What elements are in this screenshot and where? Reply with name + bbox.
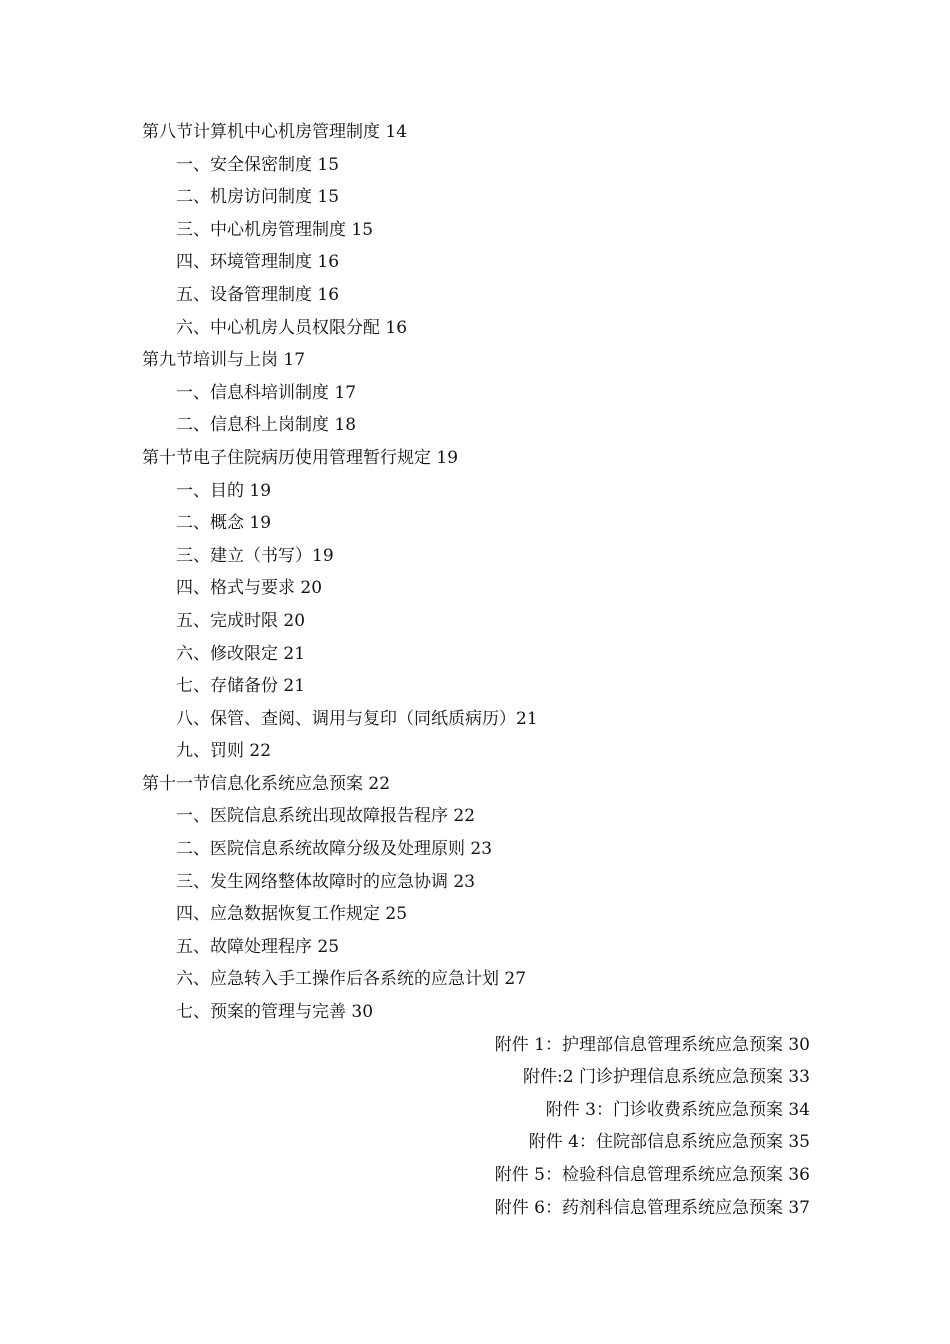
toc-item-entry: 一、医院信息系统出现故障报告程序 22 (176, 806, 476, 827)
toc-item-entry: 九、罚则 22 (176, 741, 272, 762)
toc-item-entry: 三、建立（书写）19 (176, 545, 334, 566)
toc-appendix-entry: 附件 3：门诊收费系统应急预案 34 (545, 1099, 810, 1120)
toc-item-entry: 七、存储备份 21 (176, 676, 306, 697)
toc-item-entry: 六、修改限定 21 (176, 643, 306, 664)
toc-item-entry: 六、中心机房人员权限分配 16 (176, 317, 408, 338)
toc-item-entry: 四、格式与要求 20 (176, 578, 323, 599)
toc-section-entry: 第十一节信息化系统应急预案 22 (142, 773, 391, 794)
toc-item-entry: 一、目的 19 (176, 480, 272, 501)
toc-item-entry: 二、概念 19 (176, 513, 272, 534)
toc-item-entry: 二、信息科上岗制度 18 (176, 415, 357, 436)
toc-item-entry: 一、信息科培训制度 17 (176, 382, 357, 403)
table-of-contents (0, 116, 950, 1224)
toc-appendix-entry: 附件 1：护理部信息管理系统应急预案 30 (494, 1034, 810, 1055)
toc-item-entry: 三、中心机房管理制度 15 (176, 219, 374, 240)
toc-item-entry: 五、设备管理制度 16 (176, 284, 340, 305)
toc-section-entry: 第十节电子住院病历使用管理暂行规定 19 (142, 447, 459, 468)
toc-item-entry: 五、故障处理程序 25 (176, 936, 340, 957)
toc-appendix-entry: 附件 4：住院部信息系统应急预案 35 (528, 1132, 810, 1153)
toc-appendix-entry: 附件 5：检验科信息管理系统应急预案 36 (494, 1165, 810, 1185)
toc-item-entry: 三、发生网络整体故障时的应急协调 23 (176, 871, 476, 892)
toc-item-entry: 四、环境管理制度 16 (176, 252, 340, 273)
toc-item-entry: 六、应急转入手工操作后各系统的应急计划 27 (176, 969, 527, 990)
toc-item-entry: 五、完成时限 20 (176, 610, 306, 631)
toc-section-entry: 第八节计算机中心机房管理制度 14 (142, 122, 408, 142)
toc-section-entry: 第九节培训与上岗 17 (142, 350, 306, 371)
toc-item-entry: 八、保管、查阅、调用与复印（同纸质病历）21 (176, 708, 538, 729)
toc-item-entry: 七、预案的管理与完善 30 (176, 1002, 374, 1023)
toc-item-entry: 一、安全保密制度 15 (176, 154, 340, 175)
toc-appendix-entry: 附件 6：药剂科信息管理系统应急预案 37 (494, 1197, 810, 1218)
toc-appendix-entry: 附件:2 门诊护理信息系统应急预案 33 (523, 1067, 810, 1088)
toc-item-entry: 四、应急数据恢复工作规定 25 (176, 904, 408, 925)
toc-item-entry: 二、机房访问制度 15 (176, 187, 340, 208)
toc-item-entry: 二、医院信息系统故障分级及处理原则 23 (176, 839, 493, 860)
